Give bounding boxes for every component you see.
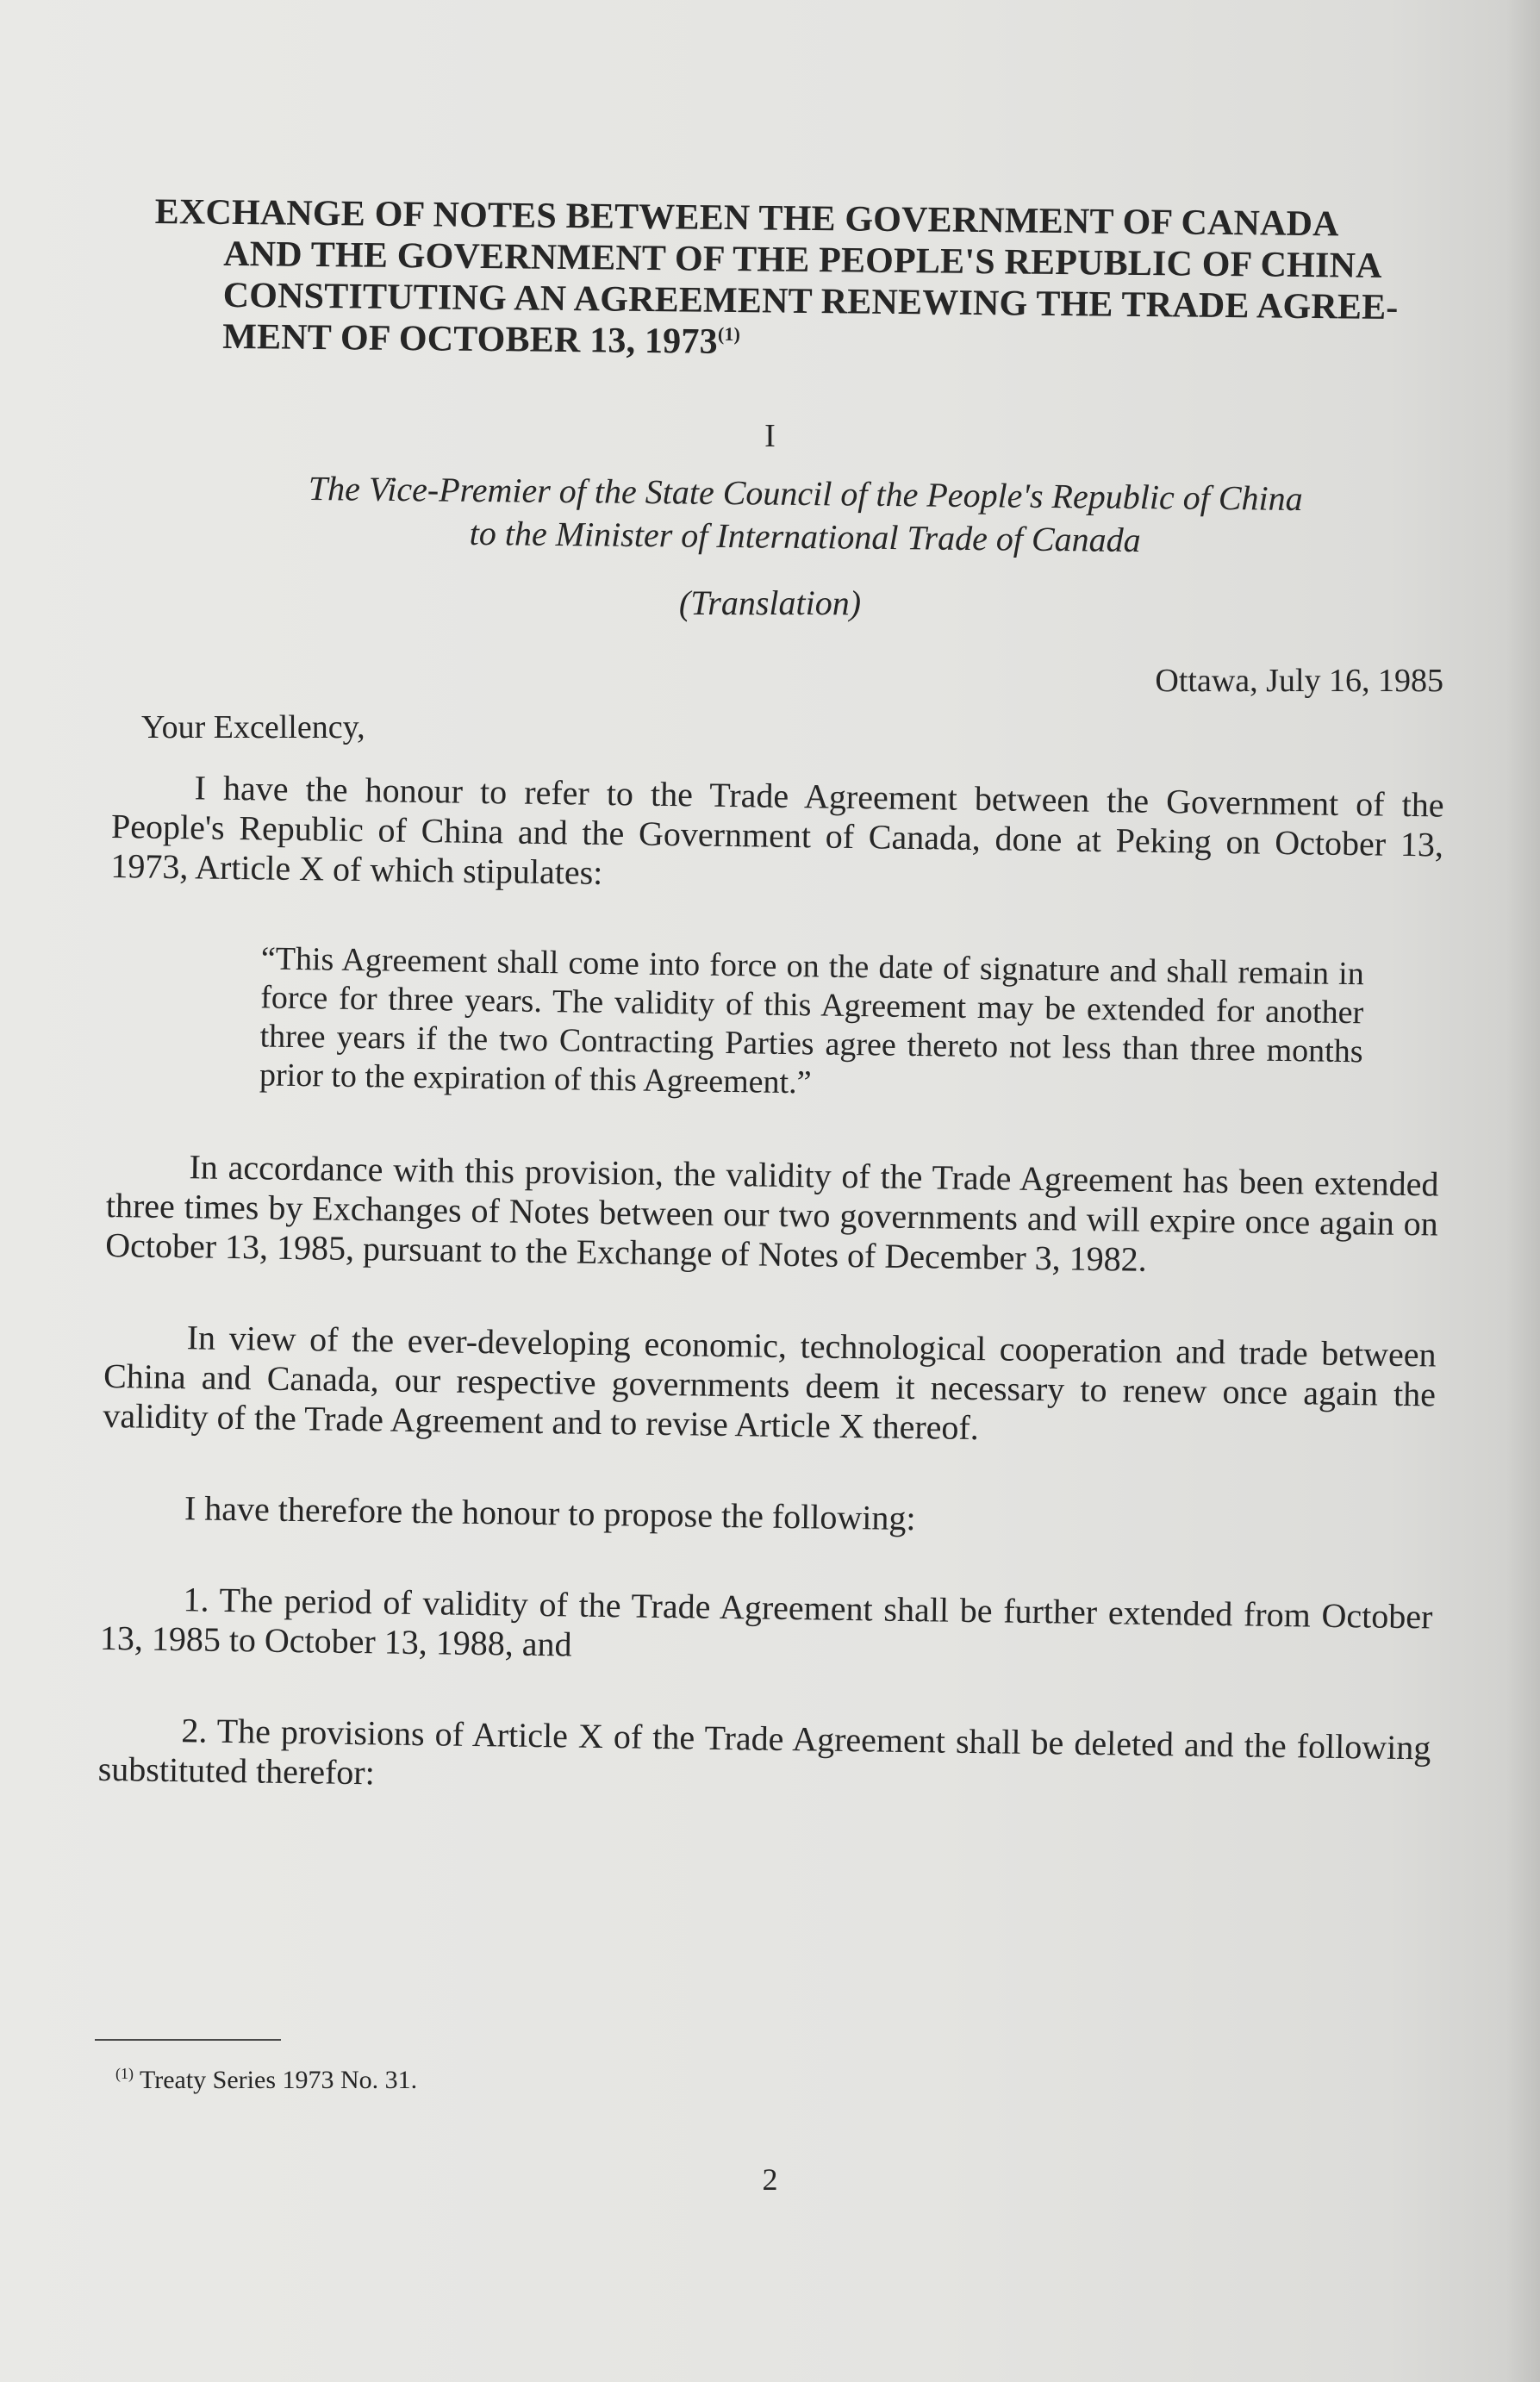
paragraph-5: 1. The period of validity of the Trade Agreement shall be further extended from October 13, 1985 to October 13, 1988, and bbox=[99, 1580, 1433, 1664]
paragraph-6: 2. The provisions of Article X of the Trade Agreement shall be deleted and the following substituted therefor: bbox=[97, 1711, 1431, 1793]
document-title bbox=[153, 191, 1456, 371]
letter-body bbox=[97, 767, 1444, 1859]
salutation: Your Excellency, bbox=[141, 709, 365, 745]
footnote-marker: (1) bbox=[115, 2065, 134, 2082]
footnote-divider bbox=[95, 2039, 281, 2041]
footnote-text: Treaty Series 1973 No. 31. bbox=[134, 2066, 418, 2094]
title-footnote-marker: (1) bbox=[717, 322, 741, 346]
heading-line-1: The Vice-Premier of the State Council of the People's Republic of China bbox=[308, 468, 1303, 519]
note-heading bbox=[128, 465, 1482, 565]
title-line-1: EXCHANGE OF NOTES BETWEEN THE GOVERNMENT OF CANADA bbox=[154, 191, 1339, 245]
page-number: 2 bbox=[762, 2162, 778, 2197]
paragraph-1: I have the honour to refer to the Trade Agreement between the Government of the People's Republic of China and the Government of Canada, done at Peking on October 13, 1973, Article X of which stipulates: bbox=[110, 768, 1444, 892]
quoted-article: “This Agreement shall come into force on the date of signature and shall remain in force for three years. The validity of this Agreement may be extended for another three years if the two Contracting Parties agree thereto not less than three months prior to the expiration of this Agreement.” bbox=[259, 940, 1365, 1101]
title-line-3: CONSTITUTING AN AGREEMENT RENEWING THE TRADE AGREE- bbox=[222, 275, 1399, 328]
footnote bbox=[115, 2065, 417, 2095]
title-line-2: AND THE GOVERNMENT OF THE PEOPLE'S REPUBLIC OF CHINA bbox=[223, 234, 1382, 286]
paragraph-2: In accordance with this provision, the validity of the Trade Agreement has been extended three times by Exchanges of Notes between our two governments and will expire once again on October 13, 1985, pursuant to the Exchange of Notes of December 3, 1982. bbox=[104, 1147, 1439, 1279]
page-spine-shadow bbox=[1506, 0, 1540, 2382]
translation-note: (Translation) bbox=[678, 583, 862, 622]
section-number: I bbox=[764, 418, 776, 454]
heading-line-2: to the Minister of International Trade of Canada bbox=[469, 513, 1141, 560]
paragraph-4: I have therefore the honour to propose the following: bbox=[184, 1488, 916, 1538]
place-date: Ottawa, July 16, 1985 bbox=[1155, 663, 1443, 699]
title-line-4-text: MENT OF OCTOBER 13, 1973 bbox=[221, 316, 719, 362]
paragraph-3: In view of the ever-developing economic, technological cooperation and trade between China and Canada, our respective governments deem it necessary to renew once again the validity of the Trade Agreement and to revise Article X thereof. bbox=[103, 1318, 1437, 1448]
